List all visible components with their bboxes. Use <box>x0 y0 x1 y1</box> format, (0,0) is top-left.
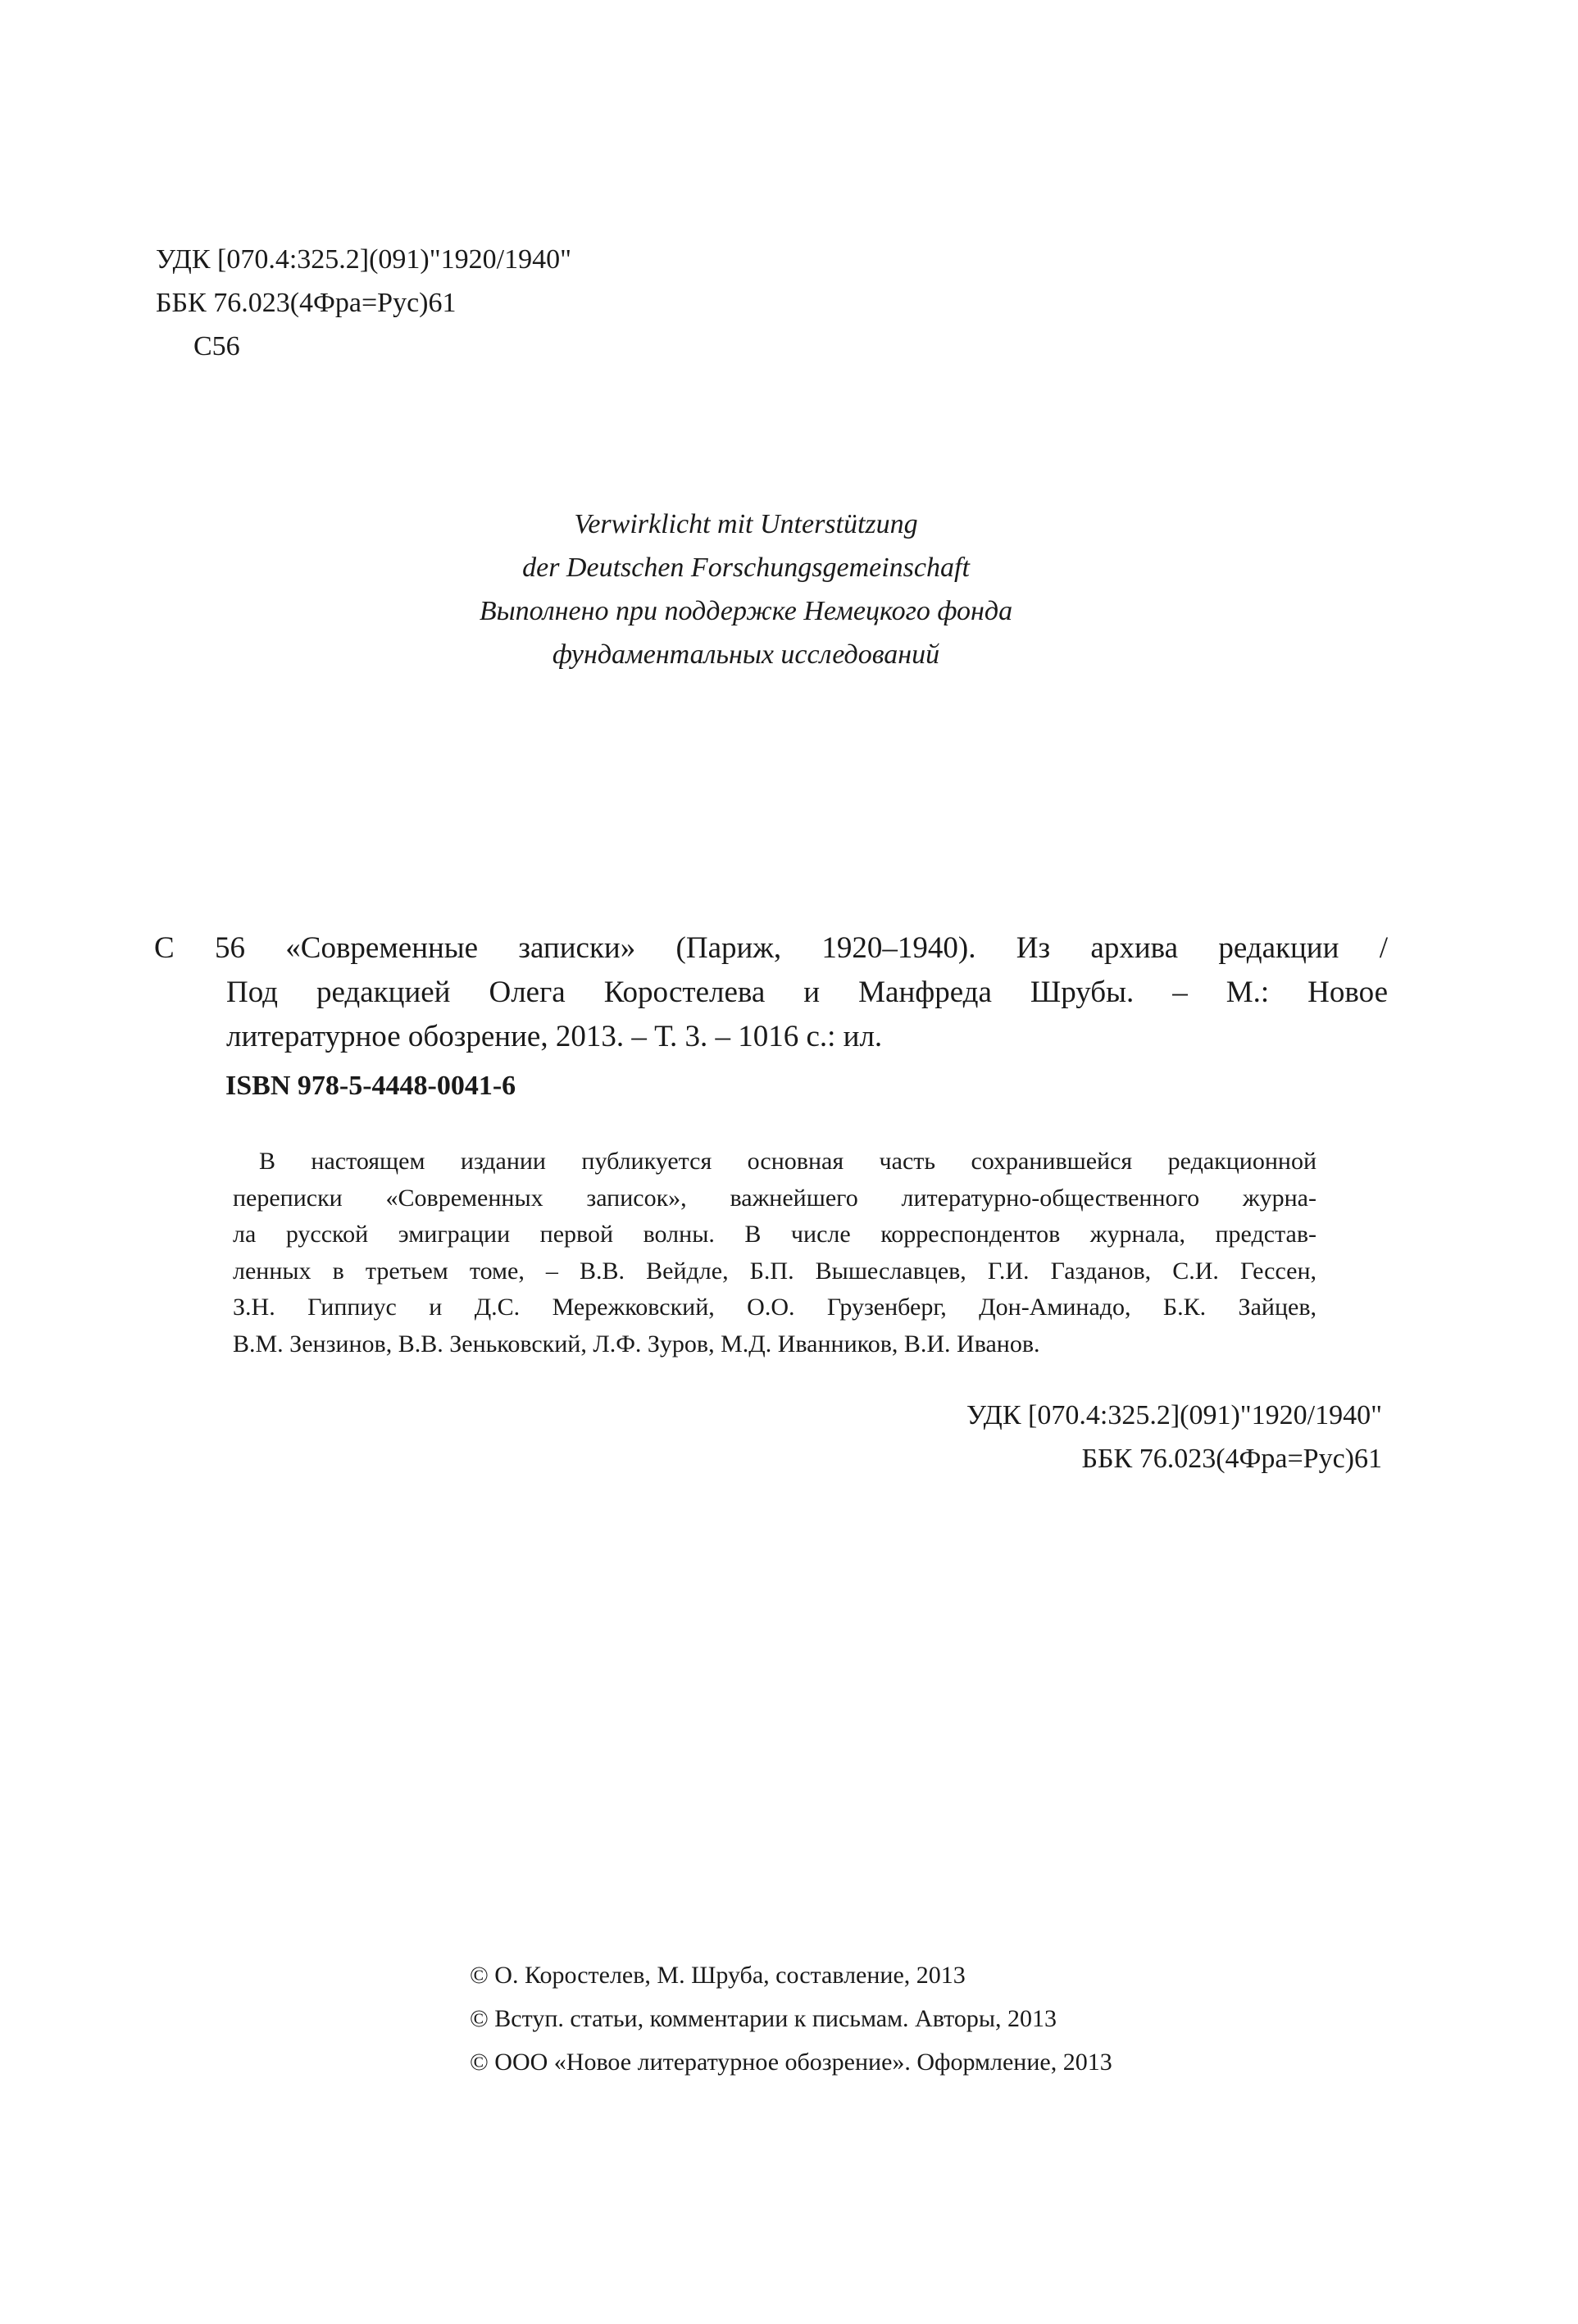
isbn: ISBN 978-5-4448-0041-6 <box>225 1071 516 1101</box>
support-line: Verwirklicht mit Unterstützung <box>574 509 918 539</box>
funding-support-note <box>295 503 1197 676</box>
top-bbk-code: ББК 76.023(4Фра=Рус)61 <box>156 288 457 318</box>
top-udk-code: УДК [070.4:325.2](091)"1920/1940" <box>156 244 571 275</box>
annotation-line: переписки «Современных записок», важнейшего литературно-общественного журна- <box>233 1184 1317 1212</box>
copyright-line: © ООО «Новое литературное обозрение». Оформление, 2013 <box>470 2049 1112 2076</box>
copyright-notice <box>470 1953 1112 2084</box>
bottom-bbk-code: ББК 76.023(4Фра=Рус)61 <box>1081 1444 1382 1474</box>
copyright-line: © О. Коростелев, М. Шруба, составление, 2013 <box>470 1962 966 1989</box>
annotation-line: В настоящем издании публикуется основная часть сохранившейся редакционной <box>259 1148 1317 1175</box>
biblio-line: литературное обозрение, 2013. – Т. 3. – 1016 с.: ил. <box>226 1020 883 1053</box>
bottom-udk-code: УДК [070.4:325.2](091)"1920/1940" <box>966 1400 1382 1430</box>
annotation-line: В.М. Зензинов, В.В. Зеньковский, Л.Ф. Зуров, М.Д. Иванников, В.И. Иванов. <box>233 1330 1040 1358</box>
bibliographic-record <box>154 926 1388 1059</box>
copyright-line: © Вступ. статьи, комментарии к письмам. Авторы, 2013 <box>470 2005 1057 2032</box>
bottom-classification-codes <box>820 1394 1382 1480</box>
annotation <box>233 1144 1317 1362</box>
support-line: фундаментальных исследований <box>552 639 940 670</box>
annotation-line: ла русской эмиграции первой волны. В числе корреспондентов журнала, представ- <box>233 1221 1317 1248</box>
biblio-line: С 56 «Современные записки» (Париж, 1920–1940). Из архива редакции / <box>154 931 1388 965</box>
top-classification-codes <box>156 238 571 368</box>
annotation-line: ленных в третьем томе, – В.В. Вейдле, Б.П. Вышеславцев, Г.И. Газданов, С.И. Гессен, <box>233 1257 1317 1285</box>
author-mark: С56 <box>193 331 240 362</box>
support-line: Выполнено при поддержке Немецкого фонда <box>479 596 1013 626</box>
support-line: der Deutschen Forschungsgemeinschaft <box>522 553 970 583</box>
annotation-line: З.Н. Гиппиус и Д.С. Мережковский, О.О. Грузенберг, Дон-Аминадо, Б.К. Зайцев, <box>233 1294 1317 1321</box>
biblio-line: Под редакцией Олега Коростелева и Манфреда Шрубы. – М.: Новое <box>226 976 1388 1009</box>
